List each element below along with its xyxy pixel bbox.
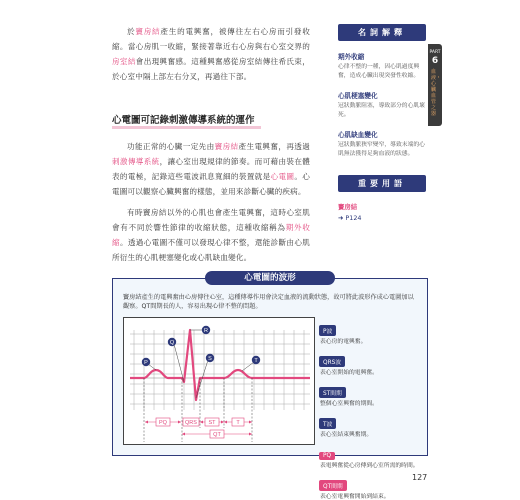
interval-t: T bbox=[236, 420, 240, 426]
highlight-term: 竇房結 bbox=[135, 27, 161, 36]
legend-item bbox=[319, 473, 423, 500]
glossary-term bbox=[338, 90, 426, 119]
legend-item bbox=[319, 411, 423, 439]
chapter-tab bbox=[428, 44, 442, 126]
figure-title-wrap bbox=[112, 271, 428, 285]
ecg-intervals bbox=[145, 418, 252, 438]
legend-desc: 表心房的電興奮。 bbox=[320, 339, 367, 345]
main-text-column bbox=[112, 24, 310, 265]
legend-tag: ST間期 bbox=[319, 387, 346, 398]
part-vertical-title: 血液・心臓血管之器 bbox=[431, 69, 442, 117]
legend-desc: 整個心室興奮的期間。 bbox=[320, 401, 378, 407]
ecg-waveform-svg bbox=[124, 318, 316, 446]
term-title: 心肌梗塞變化 bbox=[338, 92, 378, 101]
label-r: R bbox=[204, 328, 208, 335]
interval-pq: PQ bbox=[159, 420, 167, 426]
interval-st: ST bbox=[208, 420, 216, 426]
legend-tag: QRS波 bbox=[319, 356, 345, 367]
term-title: 期外收縮 bbox=[338, 53, 365, 61]
legend-tag: QT間期 bbox=[319, 480, 347, 491]
figure-title: 心電圖的波形 bbox=[205, 271, 335, 285]
term-title: 心肌缺血變化 bbox=[338, 131, 378, 140]
ref-term: 竇房結 bbox=[338, 202, 358, 211]
highlight-term: 竇房結 bbox=[214, 142, 239, 151]
label-p: P bbox=[144, 360, 148, 367]
arrow-right-icon: ➜ bbox=[338, 213, 344, 222]
legend-desc: 表心室結束興奮期。 bbox=[320, 432, 373, 438]
legend-tag: T波 bbox=[319, 418, 336, 429]
section-title: 心電圖可記錄刺激傳導系統的運作 bbox=[112, 112, 255, 129]
paragraph-3: 有時竇房結以外的心肌也會產生電興奮，這時心室肌會有不同於響性節律的收縮狀態，這種收縮稱為期外收縮。透過心電圖不僅可以發現心律不整，還能診斷由心肌所衍生的心肌梗塞變化或心肌缺血變化。 bbox=[112, 208, 310, 262]
ecg-point-markers bbox=[142, 326, 260, 398]
ecg-legend bbox=[319, 318, 423, 500]
legend-item bbox=[319, 349, 423, 377]
label-s: S bbox=[208, 356, 212, 363]
ecg-waveform bbox=[130, 330, 310, 400]
legend-desc: 表心室電興奮開始到結束。 bbox=[320, 494, 390, 500]
term-description: 冠狀動脈阻塞，導致部分的心肌壞死。 bbox=[338, 103, 425, 118]
part-number: 6 bbox=[431, 56, 439, 66]
interval-qrs: QRS bbox=[185, 420, 197, 426]
label-q: Q bbox=[169, 340, 175, 347]
key-terms-header: 重要用語 bbox=[338, 175, 426, 192]
ecg-graph bbox=[123, 317, 315, 445]
legend-tag: PQ bbox=[319, 452, 335, 460]
ref-page-link[interactable]: ➜ P124 bbox=[338, 213, 362, 222]
legend-item bbox=[319, 318, 423, 346]
term-description: 冠狀動脈狹窄變窄，導致末端的心肌無法獲得足夠血液的狀態。 bbox=[338, 142, 425, 157]
cross-reference[interactable] bbox=[338, 202, 426, 222]
page-number: 127 bbox=[412, 473, 428, 482]
legend-desc: 表心室開始的電興奮。 bbox=[320, 370, 378, 376]
highlight-term: 心電圖 bbox=[270, 172, 295, 181]
term-description: 心律不整的一種，因心肌過度興奮，造成心臟出現突發性收縮。 bbox=[338, 64, 420, 79]
paragraph-1: 於竇房結產生的電興奮，被傳往左右心房而引發收縮。當心房肌一收縮，緊接著靠近右心房與右心室交界的房室結會出現興奮感。這種興奮感從房室結傳往希氏束，於心室中隔上部左右分叉，再過往下部。 bbox=[112, 27, 311, 81]
legend-item bbox=[319, 442, 423, 470]
interval-qt: QT bbox=[213, 432, 221, 438]
highlight-term: 刺激傳導系統 bbox=[112, 157, 160, 166]
glossary-term bbox=[338, 129, 426, 158]
legend-item bbox=[319, 380, 423, 408]
glossary-header: 名詞解釋 bbox=[338, 24, 426, 41]
figure-intro: 竇房結產生的電興奮由心房傳往心室，這種傳導作用會決定血液的流動狀態，故可將此波形作成心電圖加以觀察。QT間期長的人，容易出現心律不整的問題。 bbox=[123, 294, 414, 310]
paragraph-2: 功能正常的心臟一定先由竇房結產生電興奮，再透過刺激傳導系統，讓心室出現規律的節奏。而可藉由裝在體表的電極，記錄這些電波訊息寬細的裝置就是心電圖。心電圖可以觀察心臟興奮的樣態，並用來診斷心臟的疾病。 bbox=[112, 142, 310, 196]
highlight-term: 期外收縮 bbox=[112, 223, 310, 247]
legend-desc: 表電興奮從心房傳到心室所需的時間。 bbox=[320, 463, 419, 469]
label-t: T bbox=[254, 358, 258, 365]
glossary-term bbox=[338, 51, 426, 80]
legend-tag: P波 bbox=[319, 325, 336, 336]
glossary-sidebar bbox=[338, 24, 426, 222]
part-label: PART bbox=[429, 50, 441, 55]
highlight-term: 房室結 bbox=[112, 57, 136, 66]
